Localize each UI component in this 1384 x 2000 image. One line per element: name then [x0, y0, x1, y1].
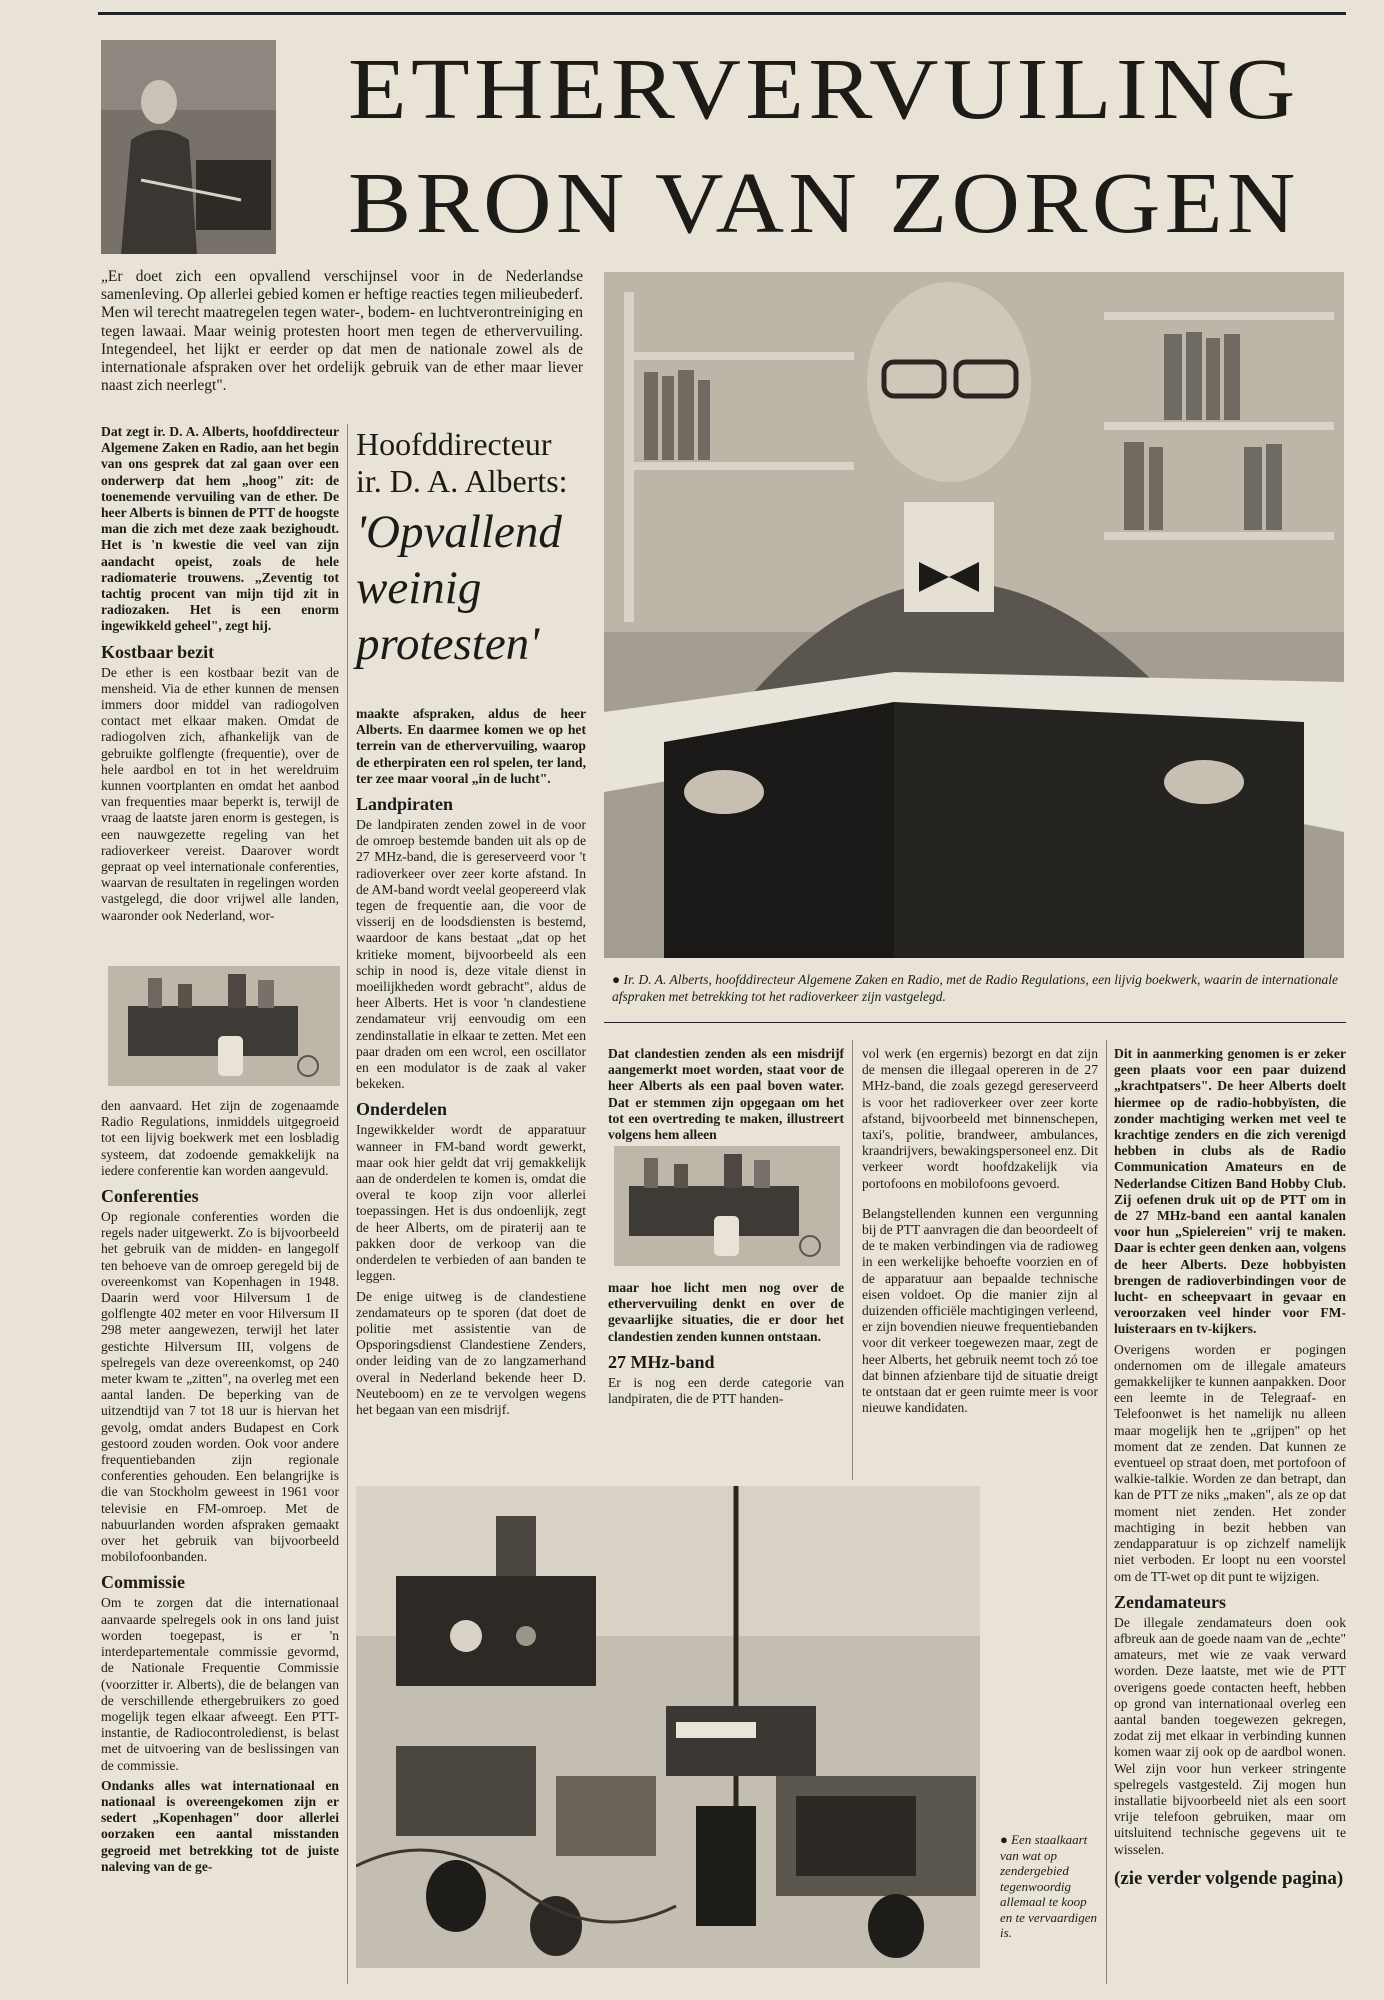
col1-heading-conferenties: Conferenties [101, 1186, 199, 1207]
deck-quote-line-3: protesten' [356, 618, 540, 670]
col2-lead: maakte afspraken, aldus de heer Alberts. En daarmee komen we op het terrein van de ethervervuiling, waarop de etherpiraten een rol spelen, ter land, ter zee maar vooral „in de lucht". [356, 706, 586, 786]
caption-bullet-icon: ● [612, 972, 624, 987]
col3-paragraph-2: maar hoe licht men nog over de ethervervuiling denkt en over de gevaarlijke situaties, die er door het clandestien zenden kunnen ontstaan. [608, 1280, 844, 1344]
main-photo-alberts [604, 272, 1344, 958]
main-photo-caption [612, 972, 1342, 1005]
col2-paragraph-2: Ingewikkelder wordt de apparatuur wanneer in FM-band wordt gewerkt, maar ook hier geldt dat vrij gemakkelijk aan de onderdelen te komen is, omdat die overal te koop zijn voor allerlei toepassingen. Het is dus ondoenlijk, zegt de heer Alberts, om de piraterij aan te pakken door de verkoop van die onderdelen te verbieden of aan banden te leggen. [356, 1122, 586, 1284]
equipment-photo-small-2 [614, 1146, 840, 1266]
col5-paragraph-2: Overigens worden er pogingen ondernomen om de illegale amateurs gemakkelijker te kunnen aanpakken. Door een leemte in de Telegraaf- en Telefoonwet is het namelijk nu alleen maar mogelijk hen te „grijpen" op het moment dat ze zenden. Dat kunnen ze eventueel op straat doen, met portofoon of walkie-talkie. Worden ze dan betrapt, dan kan de PTT ze niks „maken", als ze op dat moment niet zenden. Het zonder machtiging in bezit hebben van zendapparatuur is op zichzelf namelijk niet verboden. Er loopt nu een voorstel om de TT-wet op dit punt te wijzigen. [1114, 1341, 1346, 1584]
deck-quote-line-2: weinig [356, 562, 482, 614]
col1-heading-commissie: Commissie [101, 1572, 185, 1593]
portrait-photo-small [101, 40, 276, 254]
col4-paragraph-1: vol werk (en ergernis) bezorgt en dat zijn de mensen die illegaal opereren in de 27 MHz-band, die zoals gezegd gereserveerd is voor het radioverkeer over zeer korte afstand, bijvoorbeeld met binnenschepen, taxi's, politie, brandweer, ambulances, kraandrijvers, bewakingspersoneel enz. Dit verkeer wordt hoofdzakelijk via portofoons en mobilofoons gevoerd. [862, 1046, 1098, 1191]
deck-title-line-2: ir. D. A. Alberts: [356, 463, 568, 499]
col2-paragraph-3: De enige uitweg is de clandestiene zendamateurs op te sporen (dat doet de politie met assistentie van de Opsporingsdienst Clandestiene Zenders, onder leiding van de zo langzamerhand overal in Nederland bekende heer D. Neuteboom) en ze te vervolgen wegens het begaan van een misdrijf. [356, 1288, 586, 1417]
equipment-photo-small-1 [108, 966, 340, 1086]
col2-heading-onderdelen: Onderdelen [356, 1099, 448, 1120]
deck-title-line-1: Hoofddirecteur [356, 426, 552, 462]
col3-paragraph-3: Er is nog een derde categorie van landpiraten, die de PTT handen- [608, 1374, 844, 1407]
intro-paragraph: „Er doet zich een opvallend verschijnsel voor in de Nederlandse samenleving. Op allerlei gebied komen er heftige reacties tegen milieubederf. Men wil terecht maatregelen tegen water-, bodem- en luchtverontreiniging en tegen lawaai. Maar weinig protesten hoort men tegen de ethervervuiling. Integendeel, het lijkt er eerder op dat men de nationale zowel als de internationale afspraken over het ordelijk gebruik van de ether maar liever naast zich neerlegt". [101, 268, 583, 395]
column-3-continued [608, 1280, 844, 1411]
column-2 [356, 706, 586, 1422]
col-rule-3 [852, 1040, 853, 1480]
col3-heading-27mhz: 27 MHz-band [608, 1351, 715, 1372]
main-photo-caption-text: Ir. D. A. Alberts, hoofddirecteur Algemene Zaken en Radio, met de Radio Regulations, een lijvig boekwerk, waarin de internationale afspraken met betrekking tot het radioverkeer zijn vastgelegd. [612, 972, 1339, 1004]
deck-quote-line-1: 'Opvallend [356, 506, 562, 558]
col1-paragraph-2: den aanvaard. Het zijn de zogenaamde Radio Regulations, inmiddels uitgegroeid tot een lijvig boekwerk met een losbladig systeem, dat zodoende gemakkelijk na iedere conferentie kan worden aangevuld. [101, 1098, 339, 1178]
equipment-photo-caption-text: Een staalkaart van wat op zendergebied tegenwoordig allemaal te koop en te vervaardigen is. [1000, 1832, 1097, 1940]
col5-heading-zendamateurs: Zendamateurs [1114, 1591, 1226, 1612]
equipment-photo-caption [1000, 1832, 1102, 1941]
column-5 [1114, 1046, 1346, 1892]
col5-paragraph-3: De illegale zendamateurs doen ook afbreuk aan de goede naam van de „echte" amateurs, met wie ze vaak verward worden. Deze laatste, met wie de PTT overigens goede contacten heeft, hebben op grond van internationaal overleg een aantal banden toegewezen gekregen, zodat zij met elkaar in verbinding kunnen komen waar zij ook op de aardbol wonen. Wel zijn voor hun verkeer stringente spelregels vastgesteld. Zij mogen hun installatie bijvoorbeeld niet als een soort vrije telefoon gebruiken, maar om uitsluitend technische gegevens uit te wisselen. [1114, 1614, 1346, 1857]
col1-paragraph-1: De ether is een kostbaar bezit van de mensheid. Via de ether kunnen de mensen immers door middel van radiogolven contact met elkaar maken. Omdat de radiogolven zich, afhankelijk van de gebruikte golflengte (frequentie), over de hele aardbol en tot in het wereldruim kunnen voortplanten en omdat het aanbod van frequenties maar beperkt is, terwijl de vraag de laatste jaren enorm is gestegen, is een nauwgezette regeling van het radioverkeer vereist. Daarover wordt gepraat op veel internationale conferenties, waarvan de resultaten in regelingen worden vastgelegd, die door vrijwel alle landen, waaronder ook Nederland, wor- [101, 664, 339, 923]
top-rule [98, 12, 1346, 15]
continued-note: (zie verder volgende pagina) [1114, 1867, 1344, 1889]
col2-heading-landpiraten: Landpiraten [356, 794, 454, 815]
col1-heading-kostbaar: Kostbaar bezit [101, 641, 215, 662]
column-3 [608, 1046, 844, 1147]
col-rule-4 [1106, 1040, 1107, 1984]
column-4 [862, 1046, 1098, 1420]
col1-paragraph-4: Om te zorgen dat die internationaal aanvaarde spelregels ook in ons land juist worden toegepast, is er 'n interdepartementale commissie gevormd, de Nationale Frequentie Commissie (voorzitter ir. Alberts), die de belangen van de verschillende ethergebruikers zo goed mogelijk tegen elkaar afweegt. Een PTT-instantie, de Radiocontroledienst, is belast met de uitvoering van de beslissingen van de commissie. [101, 1595, 339, 1773]
col5-paragraph-1: Dit in aanmerking genomen is er zeker geen plaats voor een paar duizend „krachtpatsers". De heer Alberts doelt hiermee op de radio-hobbyïsten, die zonder machtiging werken met veel te krachtige zenders en die zich verenigd hebben in clubs als de Radio Communication Amateurs en de Nederlandse Citizen Band Hobby Club. Zij oefenen druk uit op de PTT om in de 27 MHz-band een aantal kanalen voor hun „Spielereien" vrij te maken. Daar is echter geen denken aan, volgens de heer Alberts. Deze hobbyisten brengen de radioverbindingen voor de lucht- en scheepvaart in gevaar en veroorzaken veel hinder voor FM-luisteraars en tv-kijkers. [1114, 1046, 1346, 1337]
col1-paragraph-3: Op regionale conferenties worden die regels nader uitgewerkt. Zo is bijvoorbeeld het gebruik van de midden- en langegolf ten behoeve van de omroep geregeld bij de overeenkomst van Kopenhagen in 1948. Daarin werd voor Hilversum 1 de golflengte 402 meter en voor Hilversum II 298 meter aangewezen, terwijl het later gestichte Hilversum III, volgens de spelregels van deze overeenkomst, op 240 meter kwam te „zitten", na overleg met een aantal landen. De beperking van de uitzendtijd van 7 tot 18 uur is hiervan het gevolg, omdat anders Budapest en Cork gestoord zouden worden. Ook voor andere frequentiebanden zijn regionale conferenties gehouden. Een belangrijke is die van Stockholm geweest in 1961 voor televisie en FM-omroep. Met de nabuurlanden worden afspraken gemaakt over het gebruik van bijvoorbeeld mobilofoonbanden. [101, 1209, 339, 1565]
col4-paragraph-2: Belangstellenden kunnen een vergunning bij de PTT aanvragen die dan beoordeelt of de te maken verbindingen via de radioweg in een werkelijke behoefte voorzien en of de apparatuur aan bepaalde technische eisen voldoet. Op die manier zijn al duizenden officiële machtigingen verleend, er zijn bovendien nieuwe frequentiebanden voor dit verkeer toegewezen maar, zegt de heer Alberts, het gebruik neemt toch zó toe dat binnen afzienbare tijd de situatie dreigt te ontstaan dat er geen ruimte meer is voor nieuwe kandidaten. [862, 1205, 1098, 1416]
col1-lead: Dat zegt ir. D. A. Alberts, hoofddirecteur Algemene Zaken en Radio, aan het begin van ons gesprek dat zal gaan over een onderwerp dat hem „hoog" zit: de toenemende vervuiling van de ether. De heer Alberts is binnen de PTT de hoogste man die zich met deze zaak bezighoudt. Het is 'n kwestie die veel van zijn aandacht opeist, zoals de hele radiomaterie trouwens. „Zeventig tot tachtig procent van mijn tijd zit in radiozaken. Het is een enorm ingewikkeld geheel", zegt hij. [101, 424, 339, 634]
col2-paragraph-1: De landpiraten zenden zowel in de voor de omroep bestemde banden uit als op de 27 MHz-band, die is gereserveerd voor 't radioverkeer over zeer korte afstand. In de AM-band wordt veelal geopereerd vlak tegen de frequentie aan, die voor de visserij en de loodsdiensten is bestemd, waardoor de kans bestaat „dat op het kritieke moment, bijvoorbeeld als een schip in nood is, deze vitale dienst in moeilijkheden wordt gebracht", aldus de heer Alberts. Het is voor 'n clandestiene zendamateur vrij eenvoudig om een zendinstallatie in elkaar te zetten. Met een paar draden om een wcrol, een oscillator en een modulator is de zaak al vaker bekeken. [356, 817, 586, 1092]
section-rule-right [604, 1022, 1346, 1023]
headline-line-2: BRON VAN ZORGEN [348, 154, 1300, 251]
col1-paragraph-5: Ondanks alles wat internationaal en nationaal is overeengekomen zijn er sedert „Kopenhagen" door allerlei oorzaken een aantal misstanden gegroeid met betrekking tot de juiste naleving van de ge- [101, 1777, 339, 1874]
column-1 [101, 424, 339, 928]
col-rule-1 [347, 424, 348, 1984]
equipment-photo-large [356, 1486, 980, 1968]
column-1-continued [101, 1098, 339, 1879]
caption-bullet-icon-2: ● [1000, 1832, 1012, 1847]
headline-line-1: ETHERVERVUILING [348, 40, 1300, 137]
col3-paragraph-1: Dat clandestien zenden als een misdrijf aangemerkt moet worden, staat voor de heer Alberts als een paal boven water. Dat er stemmen zijn opgegaan om het tot een overtreding te maken, illustreert volgens hem alleen [608, 1046, 844, 1143]
